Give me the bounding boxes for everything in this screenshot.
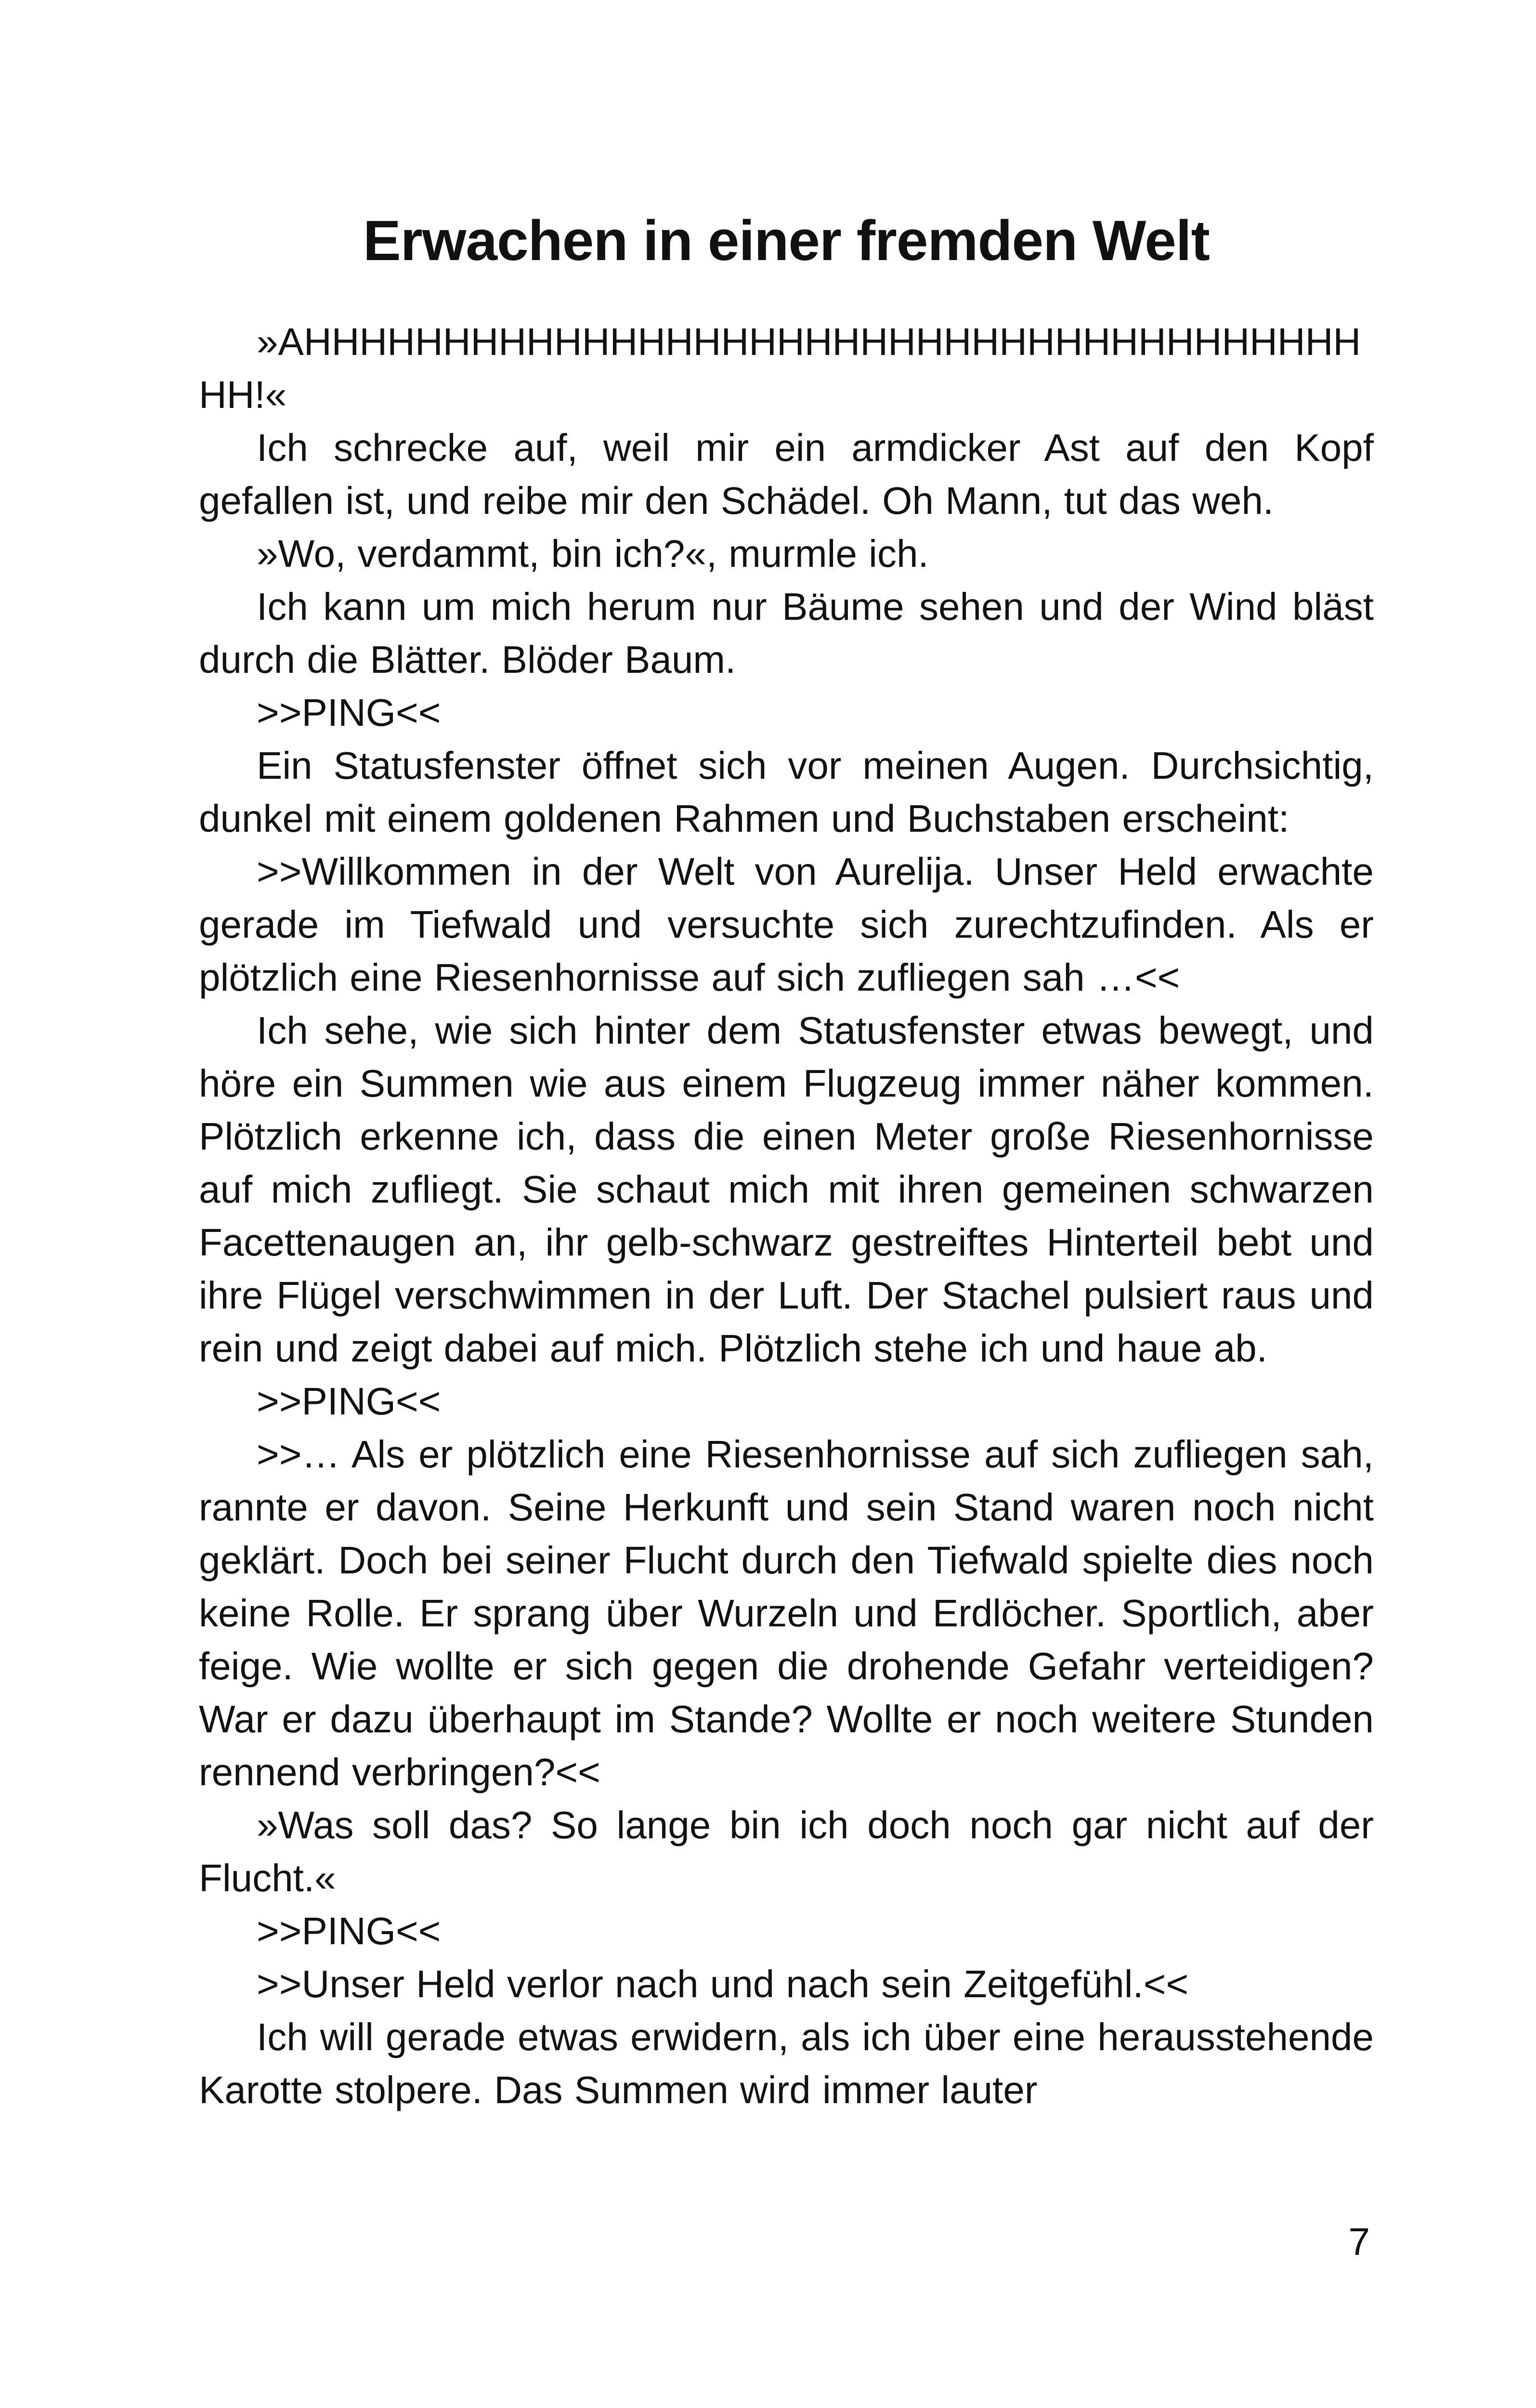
- paragraph: >>Unser Held verlor nach und nach sein Zeitgefühl.<<: [257, 1963, 1189, 2005]
- paragraph: >>… Als er plötzlich eine Riesenhornisse auf sich zufliegen sah, rannte er davon. Seine Herkunft und sein Stand waren noch nicht geklärt. Doch bei seiner Flucht durch den Tiefwald spielte dies noch keine Rolle. Er sprang über Wurzeln und Erdlöcher. Sportlich, aber feige. Wie wollte er sich gegen die drohende Gefahr verteidigen? War er dazu überhaupt im Stande? Wollte er noch weitere Stunden rennend verbringen?<<: [199, 1433, 1374, 1793]
- paragraph: Ich schrecke auf, weil mir ein armdicker Ast auf den Kopf gefallen ist, und reibe mir den Schädel. Oh Mann, tut das weh.: [199, 426, 1374, 522]
- chapter-title: Erwachen in einer fremden Welt: [363, 209, 1210, 273]
- paragraph: >>PING<<: [257, 1380, 441, 1423]
- paragraph: »Was soll das? So lange bin ich doch noch gar nicht auf der Flucht.«: [199, 1804, 1374, 1899]
- paragraph: Ich will gerade etwas erwidern, als ich über eine herausstehende Karotte stolpere. Das Summen wird immer lauter: [199, 2015, 1374, 2111]
- paragraph: Ich sehe, wie sich hinter dem Statusfenster etwas bewegt, und höre ein Summen wie aus einem Flugzeug immer näher kommen. Plötzlich erkenne ich, dass die einen Meter große Riesenhornisse auf mich zufliegt. Sie schaut mich mit ihren gemeinen schwarzen Facettenaugen an, ihr gelb-schwarz gestreiftes Hinterteil bebt und ihre Flügel verschwimmen in der Luft. Der Stachel pulsiert raus und rein und zeigt dabei auf mich. Plötzlich stehe ich und haue ab.: [199, 1009, 1374, 1370]
- paragraph: >>Willkommen in der Welt von Aurelija. Unser Held erwachte gerade im Tiefwald und versuchte sich zurechtzufinden. Als er plötzlich eine Riesenhornisse auf sich zufliegen sah …<<: [199, 850, 1374, 999]
- paragraph: >>PING<<: [257, 691, 441, 734]
- paragraph: Ein Statusfenster öffnet sich vor meinen Augen. Durchsichtig, dunkel mit einem goldenen Rahmen und Buchstaben erscheint:: [199, 744, 1374, 840]
- paragraph: >>PING<<: [257, 1910, 441, 1952]
- body-text: [199, 315, 1374, 2117]
- paragraph: Ich kann um mich herum nur Bäume sehen und der Wind bläst durch die Blätter. Blöder Baum.: [199, 585, 1374, 681]
- paragraph: »Wo, verdammt, bin ich?«, murmle ich.: [257, 532, 929, 575]
- page-number: 7: [1348, 2220, 1370, 2263]
- paragraph: »AHHHHHHHHHHHHHHHHHHHHHHHHHHHHHHHHHHHHHHHH!«: [199, 320, 1361, 416]
